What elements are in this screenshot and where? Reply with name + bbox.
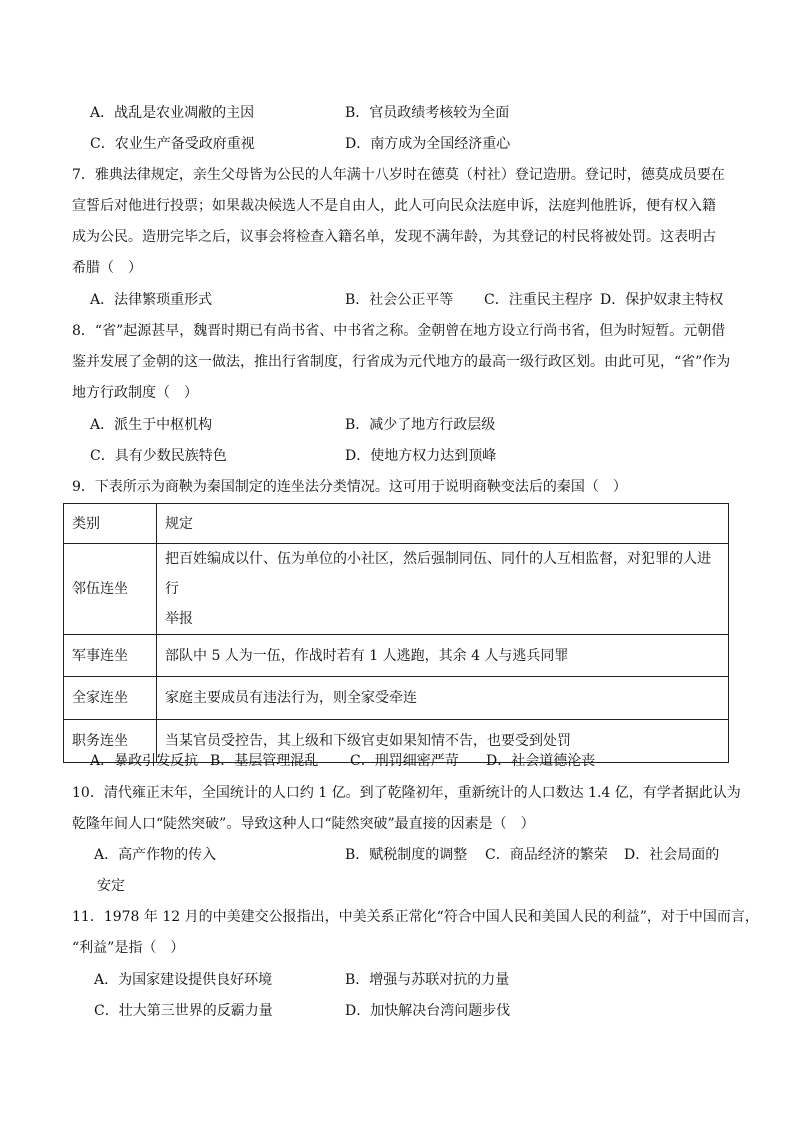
q11-stem-line-2: “利益”是指（ ）: [72, 940, 185, 956]
q10-option-c: C．商品经济的繁荣: [485, 847, 608, 863]
table-cell-rule: [157, 544, 729, 635]
q7-stem-line-3: 成为公民。造册完毕之后，议事会将检查入籍名单，发现不满年龄，为其登记的村民将被处罚。这表明古: [72, 229, 716, 245]
table-cell-category: 全家连坐: [64, 677, 157, 720]
q8-stem-line-2: 鉴并发展了金朝的这一做法，推出行省制度，行省成为元代地方的最高一级行政区划。由此可见，“省”作为: [72, 354, 731, 370]
table-cell-category: 职务连坐: [64, 720, 157, 763]
table-cell-rule: 部队中 5 人为一伍，作战时若有 1 人逃跑，其余 4 人与逃兵同罪: [157, 635, 729, 677]
q8-option-b: B．减少了地方行政层级: [345, 417, 496, 433]
q8-option-d: D．使地方权力达到顶峰: [345, 448, 497, 464]
table-cell-rule: 当某官员受控告，其上级和下级官吏如果知情不告，也要受到处罚: [157, 720, 729, 763]
table-cell-rule: 家庭主要成员有违法行为，则全家受牵连: [157, 677, 729, 720]
table-cell-category: 军事连坐: [64, 635, 157, 677]
q7-option-a: A．法律繁琐重形式: [90, 292, 213, 308]
q7-stem-line-4: 希腊（ ）: [72, 260, 142, 276]
q9-stem: 9．下表所示为商鞅为秦国制定的连坐法分类情况。这可用于说明商鞅变法后的秦国（ ）: [72, 479, 627, 495]
q7-stem-line-2: 宣誓后对他进行投票；如果裁决候选人不是自由人，此人可向民众法庭申诉，法庭判他胜诉，便有权入籍: [72, 198, 716, 214]
q6-option-a: A．战乱是农业凋敝的主因: [90, 105, 255, 121]
q9-option-d: D．社会道德沦丧: [486, 753, 596, 769]
q9-option-c: C．刑罚细密严苛: [350, 753, 459, 769]
q10-option-b: B．赋税制度的调整: [345, 847, 468, 863]
q11-option-b: B．增强与苏联对抗的力量: [345, 972, 510, 988]
q9-option-a: A．暴政引发反抗: [90, 753, 199, 769]
q11-option-a: A．为国家建设提供良好环境: [94, 972, 273, 988]
table-row: [64, 544, 729, 635]
q11-stem-line-1: 11．1978 年 12 月的中美建交公报指出，中美关系正常化“符合中国人民和美国人民的利益”，对于中国而言，: [72, 909, 759, 925]
q9-option-b: B．基层管理混乱: [210, 753, 319, 769]
q7-stem-line-1: 7．雅典法律规定，亲生父母皆为公民的人年满十八岁时在德莫（村社）登记造册。登记时，德莫成员要在: [72, 167, 725, 183]
table-row: [64, 635, 729, 677]
table-header-rule: 规定: [157, 504, 729, 544]
q11-option-c: C．壮大第三世界的反霸力量: [94, 1003, 273, 1019]
table-cell-category: 邻伍连坐: [64, 544, 157, 635]
collective-punishment-table: [63, 503, 729, 763]
q8-option-a: A．派生于中枢机构: [90, 417, 213, 433]
table-row: [64, 677, 729, 720]
rule-line: 举报: [165, 611, 193, 627]
q6-option-d: D．南方成为全国经济重心: [345, 136, 511, 152]
q10-option-a: A．高产作物的传入: [94, 847, 217, 863]
table-header-row: [64, 504, 729, 544]
q7-option-c: C．注重民主程序: [484, 292, 593, 308]
table-header-category: 类别: [64, 504, 157, 544]
q6-option-c: C．农业生产备受政府重视: [90, 136, 255, 152]
q8-stem-line-1: 8．“省”起源甚早，魏晋时期已有尚书省、中书省之称。金朝曾在地方设立行尚书省，但为时短暂。元朝借: [72, 323, 726, 339]
rule-line: 把百姓编成以什、伍为单位的小社区，然后强制同伍、同什的人互相监督，对犯罪的人进行: [165, 551, 711, 597]
q10-stem-line-2: 乾隆年间人口“陡然突破”。导致这种人口“陡然突破”最直接的因素是（ ）: [72, 816, 535, 832]
q7-option-d: D．保护奴隶主特权: [600, 292, 724, 308]
q6-option-b: B．官员政绩考核较为全面: [345, 105, 510, 121]
q8-stem-line-3: 地方行政制度（ ）: [72, 385, 198, 401]
q8-option-c: C．具有少数民族特色: [90, 448, 227, 464]
q10-stem-line-1: 10．清代雍正末年，全国统计的人口约 1 亿。到了乾隆初年，重新统计的人口数达 1.4 亿，有学者据此认为: [72, 785, 741, 801]
q11-option-d: D．加快解决台湾问题步伐: [345, 1003, 511, 1019]
q10-option-d: D．社会局面的: [624, 847, 720, 863]
q10-option-d-wrap: 安定: [97, 878, 125, 894]
q7-option-b: B．社会公正平等: [345, 292, 454, 308]
